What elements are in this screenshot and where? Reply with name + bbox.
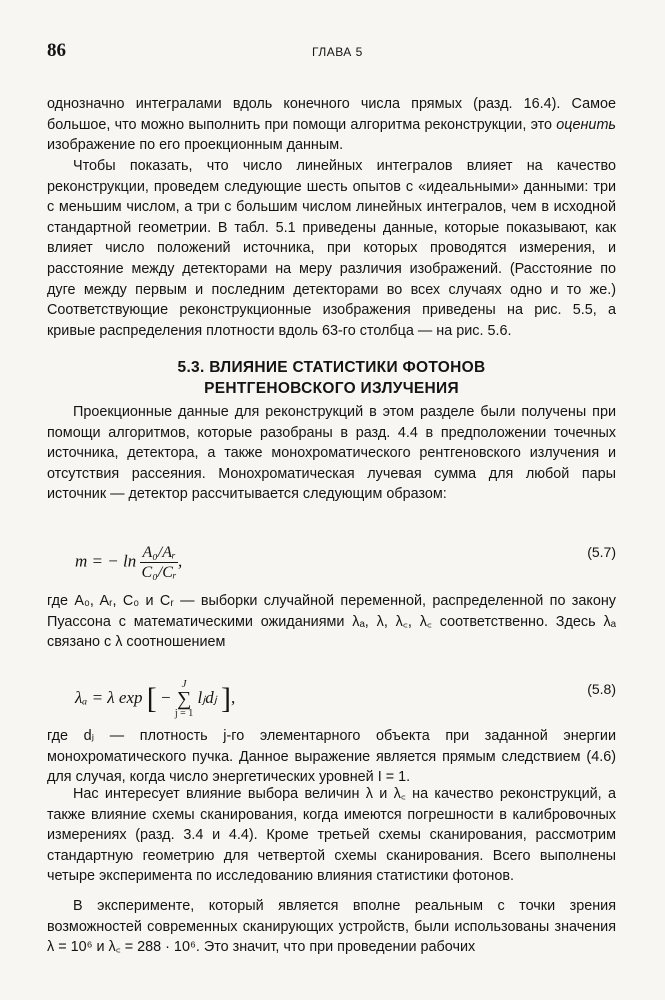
para-experiment-text: В эксперименте, который является вполне реальным с точки зрения возможностей современных сканирующих устройств, были использованы значения λ = 10⁶ и λ꜀ = 288 · 10⁶. Это значит, что при проведении рабочих — [47, 898, 616, 956]
para-interest-text: Нас интересует влияние выбора величин λ и λ꜀ на качество реконструкций, а также влияние схемы сканирования, когда имеются погрешности в калибровочных измерениях (разд. 3.4 и 4.4). Кроме третьей схемы сканирования, рассмотрим стандартную геометрию для четвертой схемы сканирования. Всего выполнены четыре эксперимента по исследованию влияния статистики фотонов. — [47, 786, 616, 885]
paragraph-density — [47, 726, 616, 788]
para-projection-text: Проекционные данные для реконструкций в этом разделе были получены при помощи алгоритмов, которые разобраны в разд. 4.4 в предположении точечных источника, детектора, а также монохроматического рентгеновского излучения и отсутствия рассеяния. Монохроматическая лучевая сумма для любой пары источник — детектор рассчитывается следующим образом: — [47, 404, 616, 503]
para-experiments-text: Чтобы показать, что число линейных интегралов влияет на качество реконструкции, проведем следующие шесть опытов с «идеальными» данными: три с меньшим числом, а три с большим числом линейных интегралов, чем в исходной стандартной геометрии. В табл. 5.1 приведены данные, которые показывают, как влияет число положений источника, при которых проводятся измерения, и расстояние между детекторами на меру различия изображений. (Расстояние по дуге между первым и последним детекторами во всех случаях одно и то же.) Соответствующие реконструкционные изображения приведены на рис. 5.5, а кривые распределения плотности вдоль 63-го столбца — на рис. 5.6. — [47, 158, 616, 339]
eq57-lhs: m = − ln — [75, 551, 137, 571]
para-poisson-text: где A₀, Aᵣ, C₀ и Cᵣ — выборки случайной переменной, распределенной по закону Пуассона с математическими ожиданиями λₐ, λ, λ꜀, λ꜀ соответственно. Здесь λₐ связано с λ соотношением — [47, 593, 616, 651]
para-density-text: где dⱼ — плотность j-го элементарного объекта при заданной энергии монохроматического пучка. Данное выражение является прямым следствием (4.6) для случая, когда число энергетических уровней I = 1. — [47, 728, 616, 786]
paragraph-projection — [47, 402, 616, 505]
eq57-numerator: A₀/Aᵣ — [142, 544, 176, 561]
paragraph-experiment — [47, 896, 616, 958]
equation-5-8: λₐ = λ exp [ − J ∑ j = 1 lⱼdⱼ ], (5.8) — [75, 678, 616, 719]
paragraph-poisson — [47, 591, 616, 653]
eq58-sum-bottom: j = 1 — [174, 708, 194, 719]
eq58-number: (5.8) — [587, 681, 616, 697]
intro-emphasis: оценить — [556, 116, 616, 133]
eq57-number: (5.7) — [587, 544, 616, 560]
eq58-lhs: λₐ = λ exp — [75, 687, 143, 707]
eq58-body: lⱼdⱼ — [197, 687, 217, 707]
paragraph-interest — [47, 784, 616, 887]
page-number: 86 — [47, 40, 66, 61]
eq58-sum-top: J — [181, 678, 187, 690]
section-heading-line1: 5.3. ВЛИЯНИЕ СТАТИСТИКИ ФОТОНОВ — [177, 359, 486, 376]
running-head: ГЛАВА 5 — [312, 45, 363, 59]
paragraph-experiments — [47, 156, 616, 341]
intro-text-2: изображение по его проекционным данным. — [47, 137, 344, 154]
intro-text-1: однозначно интегралами вдоль конечного числа прямых (разд. 16.4). Самое большое, что можно выполнить при помощи алгоритма реконструкции, это — [47, 96, 616, 133]
section-heading-line2: РЕНТГЕНОВСКОГО ИЗЛУЧЕНИЯ — [204, 380, 459, 397]
equation-5-7 — [47, 530, 616, 590]
eq57-fraction — [140, 543, 178, 582]
section-heading — [47, 357, 616, 399]
eq57-tail: , — [177, 551, 183, 571]
eq57-denominator: C₀/Cᵣ — [141, 564, 177, 581]
paragraph-intro — [47, 94, 616, 156]
